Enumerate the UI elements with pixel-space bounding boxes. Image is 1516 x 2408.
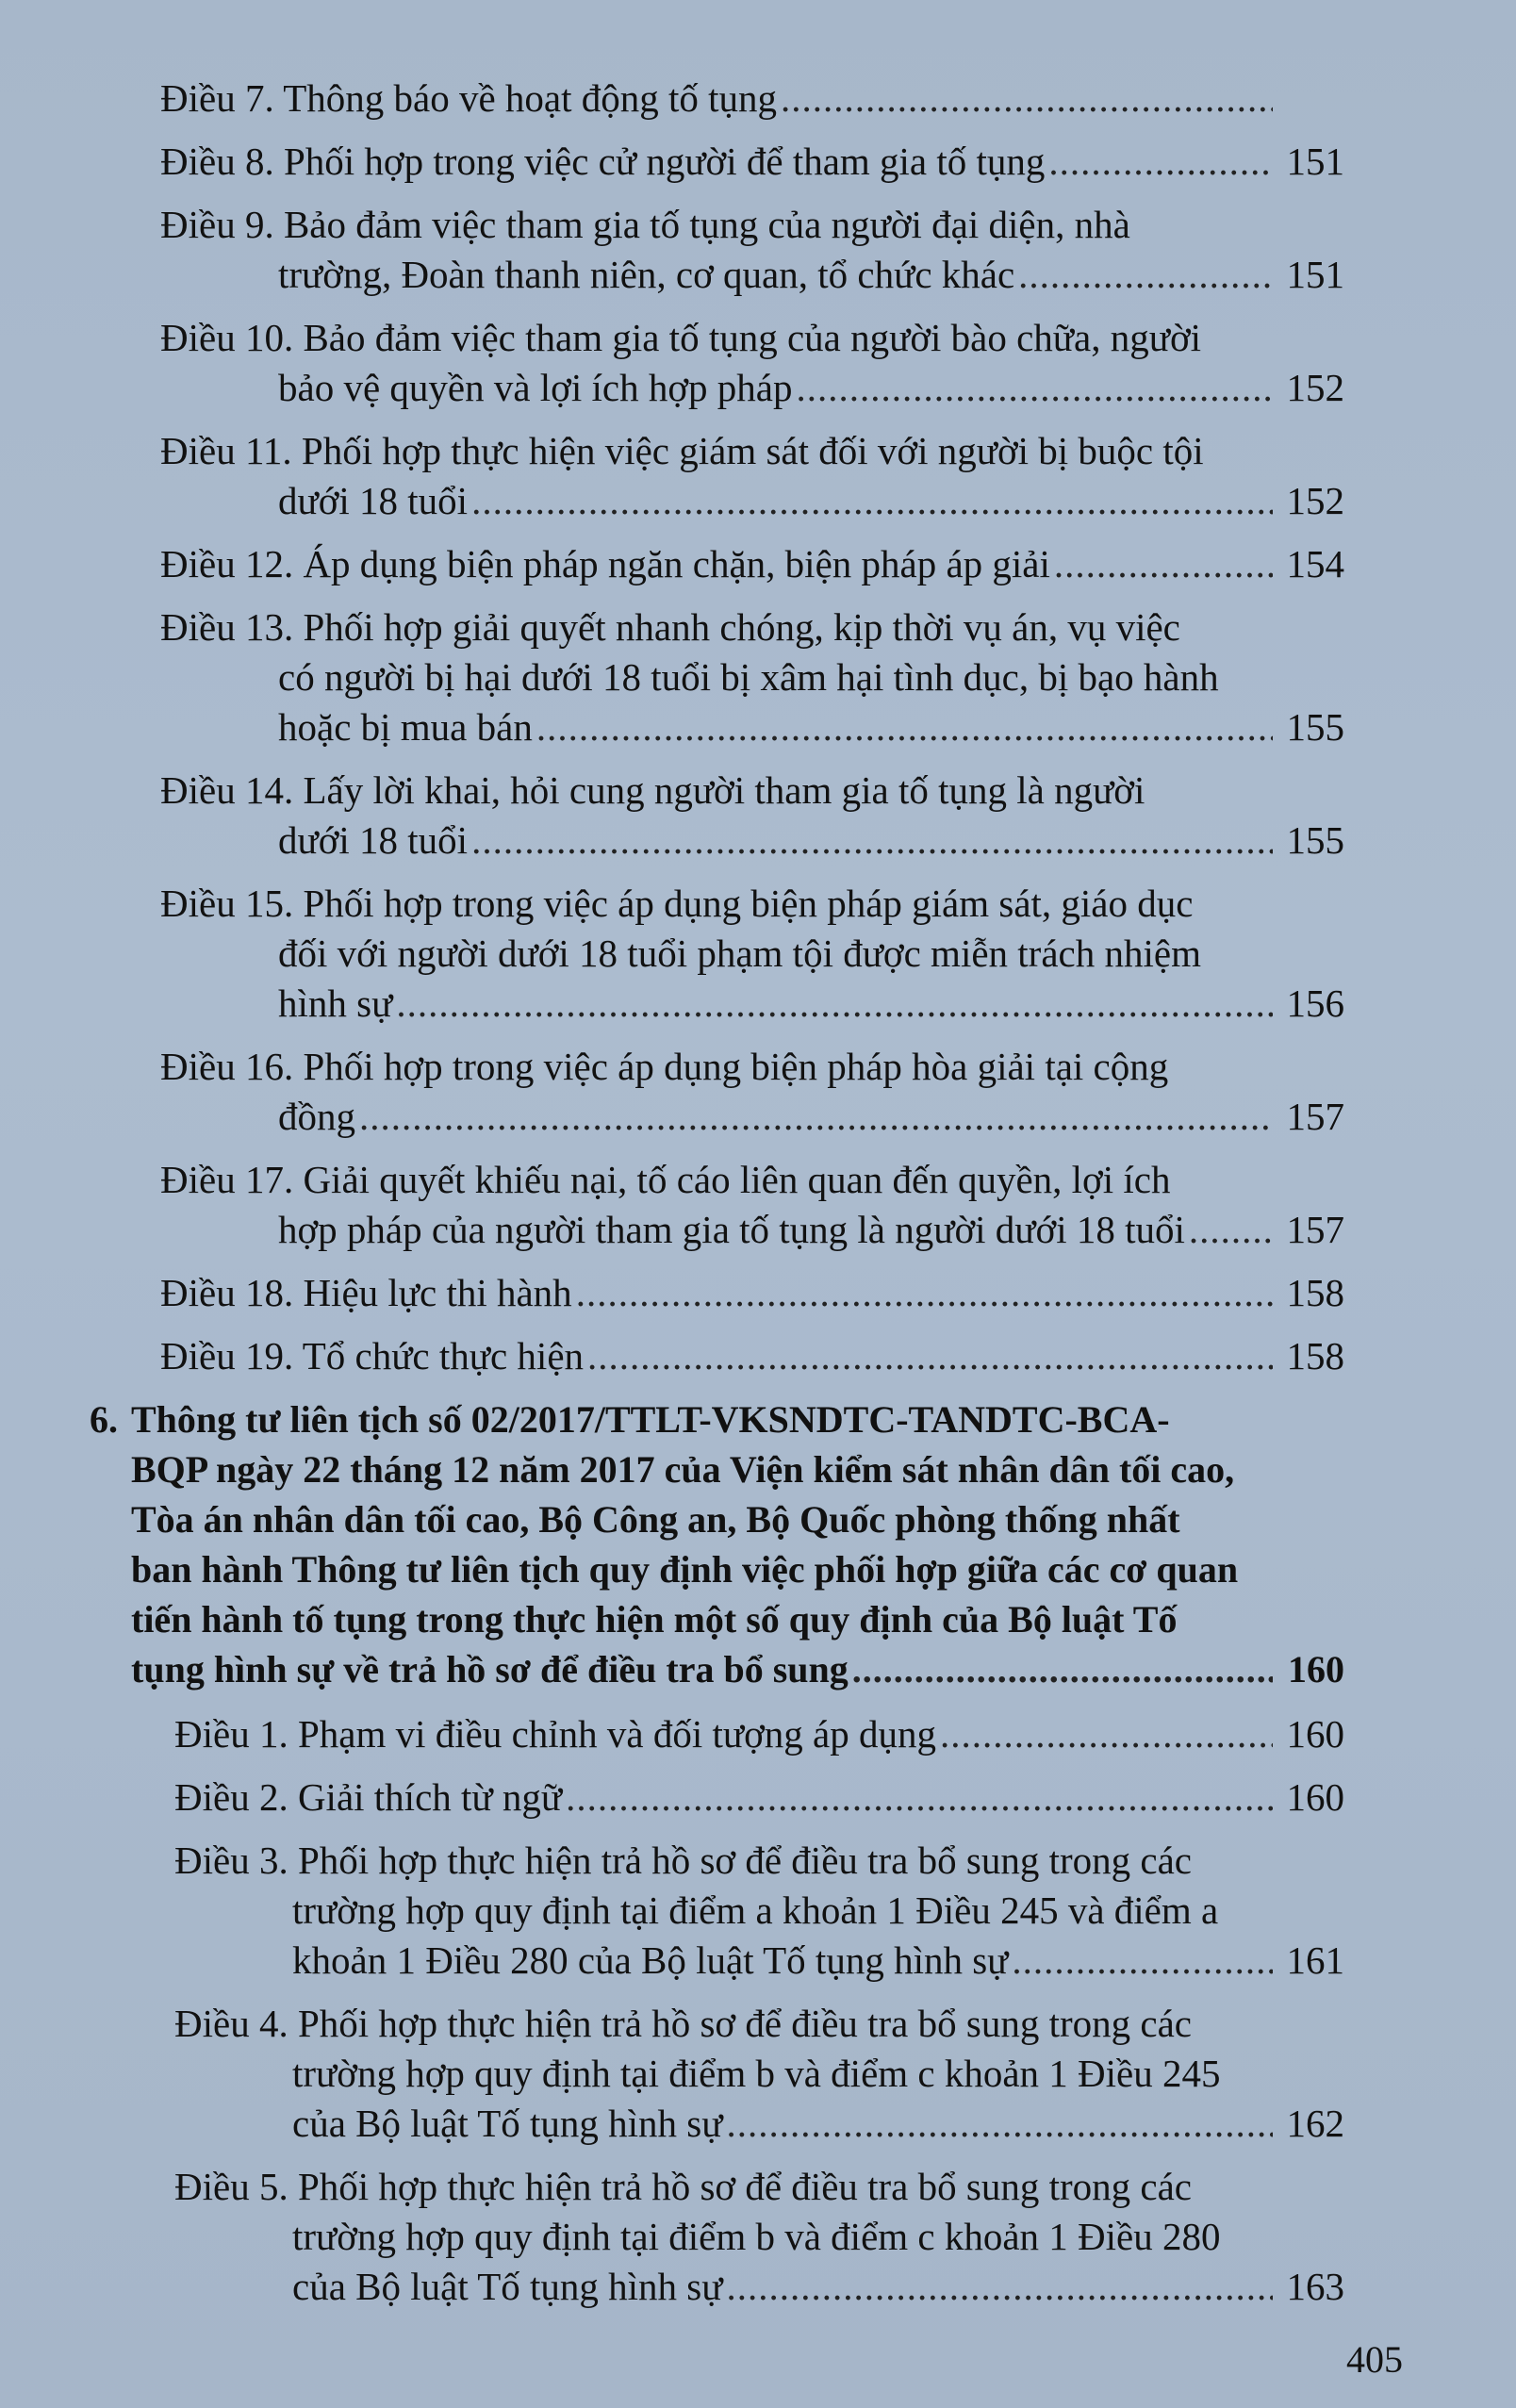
toc-entry [160, 879, 1344, 1029]
dot-leader [536, 702, 1273, 752]
toc-entry-text: Điều 14. Lấy lời khai, hỏi cung người tham gia tố tụng là người [160, 768, 1145, 812]
toc-entry-line [160, 200, 1344, 250]
toc-section-text: BQP ngày 22 tháng 12 năm 2017 của Viện kiểm sát nhân dân tối cao, [131, 1448, 1235, 1491]
toc-entry-line [174, 1936, 1344, 1986]
toc-entry [160, 137, 1344, 187]
toc-entry-line [160, 1155, 1344, 1205]
dot-leader [1189, 1205, 1273, 1255]
toc-entry-line [174, 1709, 1344, 1759]
table-of-contents [0, 74, 1516, 2325]
dot-leader [727, 2262, 1274, 2312]
toc-section-line [90, 1544, 1344, 1594]
page-number: 405 [1346, 2338, 1403, 2381]
toc-entry-line [174, 1999, 1344, 2049]
toc-entry-text: Điều 10. Bảo đảm việc tham gia tố tụng của người bào chữa, người [160, 316, 1202, 359]
toc-entry-line [160, 74, 1344, 124]
toc-section-line [90, 1644, 1344, 1694]
toc-section-line [90, 1394, 1344, 1444]
toc-entry-line [160, 602, 1344, 652]
toc-entry-text: của Bộ luật Tố tụng hình sự [292, 2265, 723, 2308]
toc-entry-line [160, 1268, 1344, 1318]
toc-entry-page: 158 [1286, 1334, 1344, 1377]
toc-entry [160, 74, 1344, 124]
toc-entry-text: dưới 18 tuổi [278, 818, 469, 862]
toc-entry-page: 156 [1286, 981, 1344, 1025]
toc-entry-line [160, 879, 1344, 929]
dot-leader [940, 1709, 1273, 1759]
toc-section-text: tiến hành tố tụng trong thực hiện một số quy định của Bộ luật Tố [131, 1598, 1178, 1641]
toc-entry-line [160, 1092, 1344, 1142]
toc-entry-page: 157 [1286, 1208, 1344, 1251]
toc-entry-page: 151 [1286, 253, 1344, 296]
toc-entry [160, 426, 1344, 526]
toc-section-text: Tòa án nhân dân tối cao, Bộ Công an, Bộ Quốc phòng thống nhất [131, 1498, 1180, 1541]
toc-entry [160, 539, 1344, 589]
dot-leader [727, 2099, 1274, 2149]
toc-entry-text: bảo vệ quyền và lợi ích hợp pháp [278, 366, 793, 409]
toc-entry-text: Điều 11. Phối hợp thực hiện việc giám sát đối với người bị buộc tội [160, 429, 1204, 472]
toc-entry-text: Điều 3. Phối hợp thực hiện trả hồ sơ để điều tra bổ sung trong các [174, 1839, 1192, 1882]
toc-entry-text: trường, Đoàn thanh niên, cơ quan, tổ chức khác [278, 253, 1015, 296]
toc-section-text: Thông tư liên tịch số 02/2017/TTLT-VKSNDTC-TANDTC-BCA- [131, 1398, 1170, 1441]
toc-section-body [90, 1394, 1344, 1694]
toc-entry [160, 200, 1344, 300]
toc-entry-line [174, 2049, 1344, 2099]
toc-entry-text: đồng [278, 1095, 355, 1138]
toc-entry-line [174, 2212, 1344, 2262]
dot-leader [796, 363, 1273, 413]
toc-entry-line [160, 137, 1344, 187]
toc-entry-page: 160 [1286, 1775, 1344, 1819]
toc-entry-text: Điều 5. Phối hợp thực hiện trả hồ sơ để điều tra bổ sung trong các [174, 2165, 1192, 2208]
toc-entry-text: dưới 18 tuổi [278, 479, 469, 522]
dot-leader [1012, 1936, 1273, 1986]
toc-entry-page: 155 [1286, 705, 1344, 749]
toc-section-text: tụng hình sự về trả hồ sơ để điều tra bổ sung [131, 1648, 849, 1691]
toc-entry-page: 155 [1286, 818, 1344, 862]
toc-entry-text: Điều 15. Phối hợp trong việc áp dụng biện pháp giám sát, giáo dục [160, 882, 1194, 925]
toc-section-6 [90, 1394, 1344, 1694]
toc-entry-line [160, 979, 1344, 1029]
toc-entry-line [160, 363, 1344, 413]
toc-list-a [0, 74, 1516, 1381]
toc-entry [174, 2162, 1344, 2312]
toc-entry-text: Điều 1. Phạm vi điều chỉnh và đối tượng áp dụng [174, 1712, 936, 1756]
toc-entry-line [174, 1886, 1344, 1936]
toc-entry-text: có người bị hại dưới 18 tuổi bị xâm hại tình dục, bị bạo hành [278, 655, 1219, 699]
toc-entry-line [160, 426, 1344, 476]
dot-leader [1048, 137, 1273, 187]
toc-entry [160, 1042, 1344, 1142]
toc-entry [160, 766, 1344, 866]
toc-entry-text: trường hợp quy định tại điểm b và điểm c khoản 1 Điều 245 [292, 2052, 1221, 2095]
toc-entry [174, 1999, 1344, 2149]
toc-entry-line [160, 1042, 1344, 1092]
toc-entry-line [160, 652, 1344, 702]
toc-section-line [90, 1444, 1344, 1494]
toc-entry-text: của Bộ luật Tố tụng hình sự [292, 2102, 723, 2145]
toc-entry-page: 151 [1286, 140, 1344, 183]
toc-entry-text: Điều 13. Phối hợp giải quyết nhanh chóng, kịp thời vụ án, vụ việc [160, 605, 1180, 649]
toc-entry [160, 1268, 1344, 1318]
toc-entry-text: Điều 7. Thông báo về hoạt động tố tụng [160, 76, 778, 120]
toc-entry-line [160, 1331, 1344, 1381]
toc-section-number: 6. [90, 1398, 118, 1441]
toc-entry-text: Điều 17. Giải quyết khiếu nại, tố cáo liên quan đến quyền, lợi ích [160, 1158, 1171, 1201]
toc-entry-line [160, 929, 1344, 979]
toc-entry-line [174, 2099, 1344, 2149]
toc-section-text: ban hành Thông tư liên tịch quy định việc phối hợp giữa các cơ quan [131, 1548, 1239, 1591]
toc-entry-text: Điều 19. Tổ chức thực hiện [160, 1334, 585, 1377]
toc-entry [174, 1836, 1344, 1986]
dot-leader [587, 1331, 1273, 1381]
toc-entry [174, 1773, 1344, 1822]
toc-entry-page: 152 [1286, 479, 1344, 522]
toc-entry-text: Điều 16. Phối hợp trong việc áp dụng biện pháp hòa giải tại cộng [160, 1045, 1169, 1088]
toc-entry-line [174, 1773, 1344, 1822]
toc-entry-text: Điều 9. Bảo đảm việc tham gia tố tụng của người đại diện, nhà [160, 203, 1130, 246]
toc-entry-page: 162 [1286, 2102, 1344, 2145]
dot-leader [471, 816, 1273, 866]
toc-entry-text: Điều 12. Áp dụng biện pháp ngăn chặn, biện pháp áp giải [160, 542, 1050, 586]
toc-section-line [90, 1594, 1344, 1644]
toc-entry-page: 154 [1286, 542, 1344, 586]
dot-leader [576, 1268, 1273, 1318]
toc-entry-line [174, 2262, 1344, 2312]
toc-entry [160, 602, 1344, 752]
toc-entry [160, 313, 1344, 413]
dot-leader [1018, 250, 1273, 300]
toc-entry [174, 1709, 1344, 1759]
toc-section-line [90, 1494, 1344, 1544]
toc-entry-line [160, 766, 1344, 816]
toc-entry-text: hình sự [278, 981, 393, 1025]
toc-entry-text: hợp pháp của người tham gia tố tụng là người dưới 18 tuổi [278, 1208, 1185, 1251]
toc-entry-line [160, 539, 1344, 589]
toc-entry-line [160, 1205, 1344, 1255]
toc-entry-line [160, 476, 1344, 526]
dot-leader [359, 1092, 1273, 1142]
toc-entry-line [174, 2162, 1344, 2212]
dot-leader [566, 1773, 1273, 1822]
toc-entry-page: 152 [1286, 366, 1344, 409]
toc-entry [160, 1155, 1344, 1255]
toc-entry-text: khoản 1 Điều 280 của Bộ luật Tố tụng hình sự [292, 1938, 1009, 1982]
toc-entry-page: 158 [1286, 1271, 1344, 1314]
dot-leader [471, 476, 1273, 526]
toc-entry-page: 157 [1286, 1095, 1344, 1138]
toc-entry-page: 160 [1286, 1712, 1344, 1756]
toc-entry-text: trường hợp quy định tại điểm b và điểm c khoản 1 Điều 280 [292, 2215, 1221, 2258]
toc-entry-text: Điều 4. Phối hợp thực hiện trả hồ sơ để điều tra bổ sung trong các [174, 2002, 1192, 2045]
dot-leader [852, 1644, 1273, 1694]
toc-entry-text: đối với người dưới 18 tuổi phạm tội được miễn trách nhiệm [278, 932, 1201, 975]
toc-entry-page: 161 [1286, 1938, 1344, 1982]
toc-list-b [0, 1709, 1516, 2312]
toc-entry-text: Điều 18. Hiệu lực thi hành [160, 1271, 572, 1314]
toc-entry-line [174, 1836, 1344, 1886]
dot-leader [781, 74, 1273, 124]
toc-entry-line [160, 313, 1344, 363]
toc-entry-line [160, 250, 1344, 300]
dot-leader [1054, 539, 1273, 589]
toc-entry-text: Điều 8. Phối hợp trong việc cử người để tham gia tố tụng [160, 140, 1046, 183]
toc-entry-page: 163 [1286, 2265, 1344, 2308]
toc-entry [160, 1331, 1344, 1381]
toc-entry-line [160, 702, 1344, 752]
toc-section-page: 160 [1288, 1648, 1344, 1691]
toc-entry-text: hoặc bị mua bán [278, 705, 533, 749]
toc-entry-text: Điều 2. Giải thích từ ngữ [174, 1775, 563, 1819]
toc-entry-text: trường hợp quy định tại điểm a khoản 1 Điều 245 và điểm a [292, 1888, 1219, 1932]
toc-entry-line [160, 816, 1344, 866]
dot-leader [396, 979, 1273, 1029]
